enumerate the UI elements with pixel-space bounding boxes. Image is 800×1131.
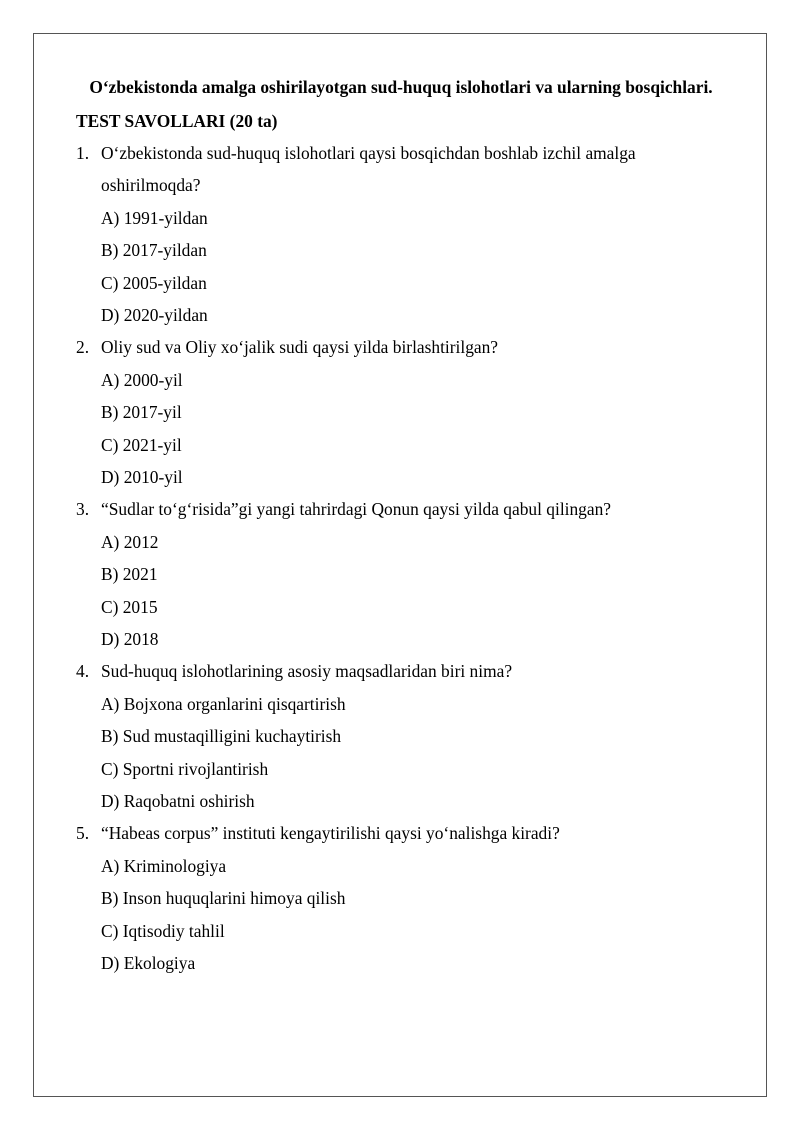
question-2: [76, 331, 726, 493]
answer-option: A) Kriminologiya: [101, 855, 227, 876]
question-label: “Sudlar to‘g‘risida”gi yangi tahrirdagi Qonun qaysi yilda qabul qilingan?: [101, 499, 612, 520]
answer-option: D) 2010-yil: [101, 466, 183, 487]
question-1: [76, 137, 726, 331]
question-label: “Habeas corpus” instituti kengaytirilishi qaysi yo‘nalishga kiradi?: [101, 823, 560, 844]
question-text: [76, 655, 726, 687]
question-5: [76, 817, 726, 979]
answer-option: A) 2000-yil: [101, 369, 183, 390]
question-text: [76, 817, 726, 849]
question-number: 3.: [76, 499, 90, 520]
answer-option: D) Ekologiya: [101, 953, 196, 974]
question-number: 1.: [76, 142, 90, 163]
question-text: [76, 137, 726, 202]
answer-option: B) 2017-yildan: [101, 240, 207, 261]
document-title: O‘zbekistonda amalga oshirilayotgan sud-huquq islohotlari va ularning bosqichlari.: [89, 77, 713, 97]
answer-option: B) Inson huquqlarini himoya qilish: [101, 888, 346, 909]
question-text: [76, 493, 726, 525]
document-body: [76, 70, 726, 979]
question-number: 2.: [76, 337, 90, 358]
answer-option: D) 2020-yildan: [101, 304, 208, 325]
question-label: Oliy sud va Oliy xo‘jalik sudi qaysi yilda birlashtirilgan?: [101, 337, 499, 358]
answer-option: A) Bojxona organlarini qisqartirish: [101, 693, 346, 714]
answer-option: C) 2015: [101, 596, 158, 617]
answer-option: C) 2005-yildan: [101, 272, 207, 293]
answer-option: B) 2021: [101, 564, 158, 585]
question-label: O‘zbekistonda sud-huquq islohotlari qaysi bosqichdan boshlab izchil amalga oshirilmoqda?: [101, 142, 636, 196]
question-number: 4.: [76, 661, 90, 682]
question-list: [76, 137, 726, 980]
answer-option: B) 2017-yil: [101, 402, 182, 423]
answer-option: B) Sud mustaqilligini kuchaytirish: [101, 726, 342, 747]
answer-option: A) 2012: [101, 531, 159, 552]
question-4: [76, 655, 726, 817]
answer-option: D) Raqobatni oshirish: [101, 791, 255, 812]
question-label: Sud-huquq islohotlarining asosiy maqsadlaridan biri nima?: [101, 661, 513, 682]
answer-option: A) 1991-yildan: [101, 207, 208, 228]
answer-option: C) 2021-yil: [101, 434, 182, 455]
question-text: [76, 331, 726, 363]
answer-option: C) Iqtisodiy tahlil: [101, 920, 225, 941]
question-number: 5.: [76, 823, 90, 844]
answer-option: D) 2018: [101, 629, 159, 649]
question-3: [76, 493, 726, 655]
section-heading: TEST SAVOLLARI (20 ta): [76, 110, 278, 131]
answer-option: C) Sportni rivojlantirish: [101, 758, 269, 779]
